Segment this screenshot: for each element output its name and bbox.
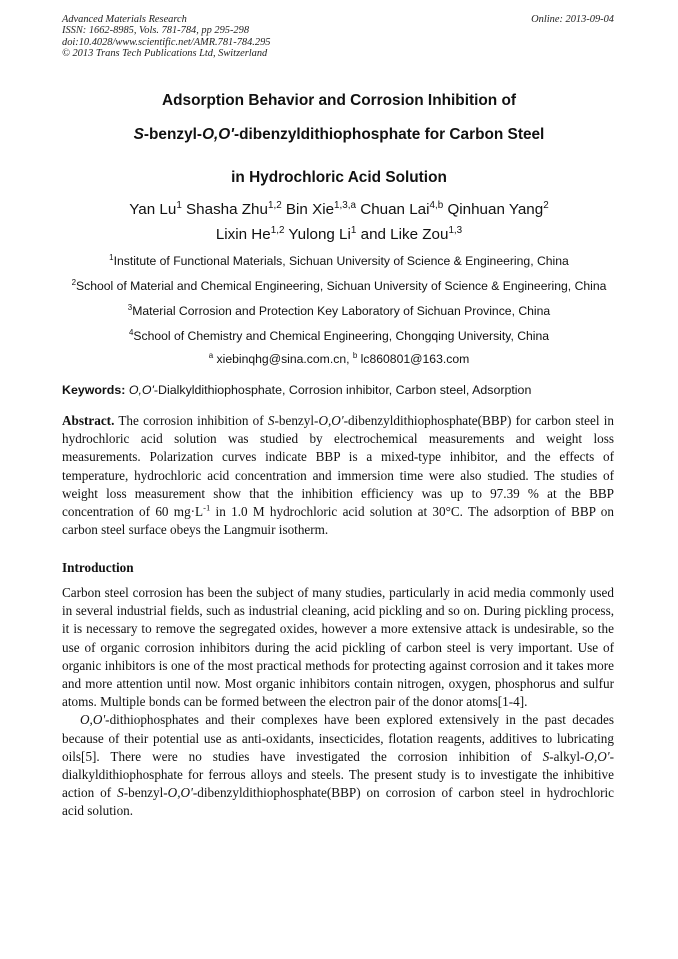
title-italic-s: S xyxy=(133,126,144,143)
para-italic: O,O' xyxy=(80,712,106,728)
email-sup-a: a xyxy=(208,350,214,360)
affiliation-sup: 3 xyxy=(127,302,133,312)
email-line xyxy=(0,352,678,366)
affiliation-text: School of Chemistry and Chemical Engineering, Chongqing University, China xyxy=(133,329,550,343)
copyright-line: © 2013 Trans Tech Publications Ltd, Switzerland xyxy=(62,48,268,60)
journal-header xyxy=(62,14,270,60)
affiliation-1 xyxy=(0,254,678,268)
author-name: and Like Zou xyxy=(360,226,449,243)
para-text: -dialkyldithiophosphate for ferrous alloys and steels. The present study is to investigate the inhibitive action of xyxy=(62,748,614,801)
abstract-italic: S xyxy=(267,413,275,428)
para-italic: O,O' xyxy=(584,748,610,764)
authors-line-2 xyxy=(0,226,678,243)
keywords-label: Keywords: xyxy=(62,383,126,397)
para-text: -dithiophosphates and their complexes have been explored extensively in the past decades because of their potential use as anti-oxidants, insecticides, flotation reagents, additives to lubricating oils[5]. There were no studies have investigated the corrosion inhibition of xyxy=(62,712,614,764)
para-text: -alkyl- xyxy=(549,748,585,764)
online-date: Online: 2013-09-04 xyxy=(531,14,614,25)
doi-line: doi:10.4028/www.scientific.net/AMR.781-784.295 xyxy=(62,36,271,48)
author-name: Bin Xie xyxy=(285,201,335,218)
email-b: lc860801@163.com xyxy=(360,352,470,366)
abstract-text: -dibenzyldithiophosphate(BBP) for carbon steel in hydrochloric acid solution was studied by electrochemical measurements and weight loss measurements. Polarization curves indicate BBP is a mixed-type inhibitor, and the effects of temperature, hydrochloric acid concentration and immersion time were also studied. The studies of weight loss measurement show that the inhibition efficiency was up to 97.39 % at the BBP concentration of 60 mg·L xyxy=(62,413,614,520)
author-name: Yulong Li xyxy=(288,226,351,243)
introduction-paragraph-1: Carbon steel corrosion has been the subject of many studies, particularly in acid media commonly used in several industrial fields, such as industrial cleaning, acid pickling and so on. During pickling process, it is necessary to remove the segregated oxides, however a more extensive attack is undesirable, so the use of organic corrosion inhibitors during the acid pickling of carbon steel is very important. Use of organic inhibitors is one of the most practical methods for protecting against corrosion and it takes more and more attention until now. Most organic inhibitors contain nitrogen, oxygen, phosphorus and sulfur atoms. Multiple bonds can be formed between the electron pair of the donor atoms[1-4]. xyxy=(62,585,614,710)
affiliation-text: Institute of Functional Materials, Sichuan University of Science & Engineering, China xyxy=(113,254,569,268)
author-sup: 2 xyxy=(543,199,549,211)
affiliation-sup: 4 xyxy=(128,327,134,337)
affiliation-3 xyxy=(0,304,678,318)
keywords-italic: O,O' xyxy=(128,383,154,397)
title-line-1: Adsorption Behavior and Corrosion Inhibition of xyxy=(162,92,516,109)
email-sup-b: b xyxy=(352,350,358,360)
keywords-line xyxy=(62,383,531,397)
title-dash: -benzyl- xyxy=(143,126,203,143)
author-name: Lixin He xyxy=(215,226,271,243)
author-sup: 1 xyxy=(176,199,182,211)
author-name: Qinhuan Yang xyxy=(447,201,544,218)
abstract-italic: O,O' xyxy=(318,413,344,428)
title-line-2 xyxy=(0,126,678,144)
abstract xyxy=(62,412,614,539)
author-sup: 1,2 xyxy=(267,199,282,211)
author-name: Chuan Lai xyxy=(360,201,430,218)
abstract-sup: -1 xyxy=(203,502,211,513)
abstract-text: -benzyl- xyxy=(274,413,319,428)
keywords-text: -Dialkyldithiophosphate, Corrosion inhibitor, Carbon steel, Adsorption xyxy=(153,383,532,397)
email-a: xiebinqhg@sina.com.cn, xyxy=(216,352,350,366)
author-sup: 1,2 xyxy=(270,224,285,236)
affiliation-sup: 1 xyxy=(109,252,114,262)
issn-line: ISSN: 1662-8985, Vols. 781-784, pp 295-298 xyxy=(62,25,250,37)
title-line-3: in Hydrochloric Acid Solution xyxy=(231,169,447,186)
affiliation-text: School of Material and Chemical Engineering, Sichuan University of Science & Engineering, China xyxy=(75,279,607,293)
introduction-paragraph-2 xyxy=(62,711,614,820)
abstract-label: Abstract. xyxy=(62,413,115,428)
para-text: -dibenzyldithiophosphate(BBP) on corrosion of carbon steel in hydrochloric acid solution. xyxy=(62,785,614,819)
title-rest: -dibenzyldithiophosphate for Carbon Steel xyxy=(233,126,545,143)
section-heading-introduction: Introduction xyxy=(62,560,134,575)
author-sup: 1 xyxy=(350,224,357,236)
abstract-text: The corrosion inhibition of xyxy=(114,413,268,428)
authors-line-1 xyxy=(0,201,678,218)
author-name: Yan Lu xyxy=(129,201,177,218)
affiliation-text: Material Corrosion and Protection Key Laboratory of Sichuan Province, China xyxy=(132,304,551,318)
author-sup: 1,3 xyxy=(448,224,463,236)
introduction-body xyxy=(62,584,614,821)
journal-name: Advanced Materials Research xyxy=(62,14,187,25)
para-italic: S xyxy=(117,785,124,801)
affiliation-4 xyxy=(0,329,678,343)
para-italic: O,O' xyxy=(167,785,193,801)
author-sup: 4,b xyxy=(429,199,444,211)
title-italic-oo: O,O' xyxy=(202,126,234,143)
affiliation-sup: 2 xyxy=(71,277,76,287)
para-italic: S xyxy=(542,748,550,764)
author-sup: 1,3,a xyxy=(334,199,357,211)
abstract-text: in 1.0 M hydrochloric acid solution at 30°C. The adsorption of BBP on carbon steel surface obeys the Langmuir isotherm. xyxy=(62,504,614,538)
author-name: Shasha Zhu xyxy=(186,201,268,218)
affiliation-2 xyxy=(0,279,678,293)
para-text: -benzyl- xyxy=(123,785,168,801)
